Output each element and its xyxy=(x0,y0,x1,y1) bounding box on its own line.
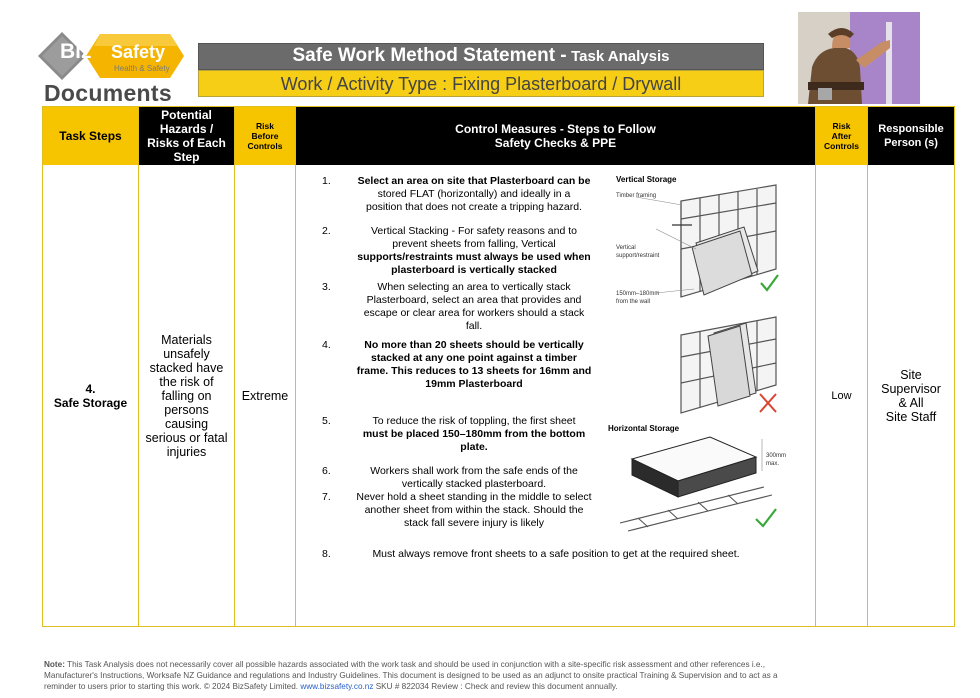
header-risk-before-line: Before xyxy=(251,131,279,141)
task-analysis-table xyxy=(42,106,955,627)
control-measure-line: Must always remove front sheets to a safe position to get at the required sheet. xyxy=(372,548,740,560)
control-measure-line: supports/restraints must always be used when xyxy=(357,251,591,263)
cell-responsible xyxy=(868,165,954,626)
responsible-line: Site Staff xyxy=(885,409,937,424)
cell-hazard xyxy=(139,165,234,626)
hazard-line: injuries xyxy=(166,444,207,459)
website-link[interactable]: www.bizsafety.co.nz xyxy=(300,682,374,691)
control-measure-number: 3. xyxy=(322,281,331,293)
disclaimer-note xyxy=(44,659,944,692)
control-measure-line: another sheet from within the stack. Should the xyxy=(364,504,584,516)
worker-fixing-drywall-image xyxy=(798,12,920,104)
control-measure-number: 2. xyxy=(322,225,331,237)
control-measure-line: position that does not create a tripping hazard. xyxy=(366,201,582,213)
cell-risk-after xyxy=(816,165,867,626)
document-title-bar xyxy=(198,43,764,70)
control-measure-number: 7. xyxy=(322,491,331,503)
control-measure-line: escape or clear area for workers should a stack xyxy=(363,307,585,319)
note-line-3a: reminder to users prior to starting this work. © 2024 BizSafety Limited. xyxy=(44,682,299,691)
tick-icon xyxy=(761,275,778,290)
control-measure-text xyxy=(346,175,602,214)
control-measure-text xyxy=(346,491,602,530)
control-measure-text xyxy=(346,339,602,391)
responsible-line: Supervisor xyxy=(881,381,941,396)
column-risk-after xyxy=(816,107,868,626)
header-responsible xyxy=(868,107,954,165)
vertical-support-label-1: Vertical xyxy=(616,245,636,251)
note-line-1: This Task Analysis does not necessarily cover all possible hazards associated with the work task and should be used in conjunction with a site-specific risk assessment and other references i.e., xyxy=(67,660,766,669)
control-measure-number: 1. xyxy=(322,175,331,187)
control-measure-line: fall. xyxy=(465,320,483,332)
gap-label-1: 150mm–180mm xyxy=(616,291,660,297)
storage-diagram xyxy=(596,171,786,541)
risk-after-value: Low xyxy=(831,389,852,402)
vertical-support-label-2: support/restraint xyxy=(616,253,660,259)
control-measure-line: stored FLAT (horizontally) and ideally in a xyxy=(377,188,571,200)
hazard-line: Materials xyxy=(161,332,212,347)
control-measure-number: 4. xyxy=(322,339,331,351)
bizsafety-logo xyxy=(38,32,186,106)
control-measure-line: No more than 20 sheets should be vertically xyxy=(364,339,584,351)
gap-label-2: from the wall xyxy=(616,299,651,305)
note-line-2: Manufacturer's Instructions, Worksafe NZ Guidance and regulations and Industry Guidelines. This document is designed to be used as an adjunct to onsite practical Training & Supervision and to act as a xyxy=(44,671,778,680)
height-label-2: max. xyxy=(766,461,780,467)
header-control-line: Control Measures - Steps to Follow xyxy=(455,122,656,136)
control-measure-line: Select an area on site that Plasterboard can be xyxy=(357,175,591,187)
control-measure-line: plasterboard is vertically stacked xyxy=(391,264,557,276)
control-measure-text xyxy=(346,225,602,277)
header-risk-before xyxy=(235,107,295,165)
header-control-measures xyxy=(296,107,815,165)
control-measure-number: 6. xyxy=(322,465,331,477)
header-task-steps-label: Task Steps xyxy=(59,129,122,143)
document-title: Safe Work Method Statement - xyxy=(292,45,567,66)
header-responsible-line: Person (s) xyxy=(884,137,938,149)
step-name: Safe Storage xyxy=(53,395,128,410)
control-measure-number: 5. xyxy=(322,415,331,427)
control-measure-text xyxy=(346,281,602,333)
column-control-measures xyxy=(296,107,816,626)
header-risk-after-line: After xyxy=(831,131,852,141)
control-measure-line: frame. This reduces to 13 sheets for 16mm and xyxy=(356,365,592,377)
control-measure-text xyxy=(346,548,766,561)
control-measure-line: prevent sheets from falling, Vertical xyxy=(392,238,556,250)
timber-bearers xyxy=(620,487,772,531)
control-measure-line: must be placed 150–180mm from the bottom xyxy=(362,428,586,440)
hazard-line: stacked have xyxy=(149,360,224,375)
header-hazards-line: Step xyxy=(173,150,200,164)
column-risk-before xyxy=(235,107,296,626)
vertical-storage-title: Vertical Storage xyxy=(616,175,677,184)
control-measure-line: stack fall severe injury is likely xyxy=(403,517,545,529)
control-measure-line: 19mm Plasterboard xyxy=(425,378,523,390)
logo-word-safety: Safety xyxy=(111,42,166,62)
control-measure-line: When selecting an area to vertically stack xyxy=(377,281,571,293)
storage-illustration xyxy=(596,171,786,541)
control-measure-line: vertically stacked plasterboard. xyxy=(401,478,547,490)
activity-type-bar: Work / Activity Type : Fixing Plasterboard / Drywall xyxy=(198,70,764,97)
header-risk-after xyxy=(816,107,867,165)
hazard-line: serious or fatal xyxy=(145,430,228,445)
responsible-line: Site xyxy=(900,367,922,382)
control-measure-line: Vertical Stacking - For safety reasons and to xyxy=(370,225,578,237)
hazard-line: falling on xyxy=(161,388,212,403)
cell-task-step xyxy=(43,165,138,626)
control-measure-line: To reduce the risk of toppling, the first sheet xyxy=(372,415,576,427)
risk-before-value: Extreme xyxy=(241,388,289,403)
control-measure-line: Never hold a sheet standing in the middle to select xyxy=(356,491,592,503)
logo-word-documents: Documents xyxy=(44,80,172,106)
hazard-line: causing xyxy=(164,416,209,431)
header-task-steps xyxy=(43,107,138,165)
control-measure-text xyxy=(346,465,602,491)
header-risk-after-line: Controls xyxy=(824,141,859,151)
control-measure-line: plate. xyxy=(460,441,488,453)
height-label-1: 300mm xyxy=(766,453,787,459)
cell-control-measures xyxy=(296,165,815,626)
horizontal-storage-title: Horizontal Storage xyxy=(608,424,680,433)
header-risk-before-line: Risk xyxy=(256,121,274,131)
column-responsible xyxy=(868,107,954,626)
cell-risk-before xyxy=(235,165,295,626)
hazard-line: persons xyxy=(164,402,209,417)
control-measure-line: Workers shall work from the safe ends of the xyxy=(370,465,578,477)
responsible-line: & All xyxy=(898,395,924,410)
note-label: Note: xyxy=(44,660,65,669)
document-title-sub: Task Analysis xyxy=(571,48,670,65)
header-control-line: Safety Checks & PPE xyxy=(494,136,617,150)
step-number: 4. xyxy=(85,381,96,396)
header-risk-before-line: Controls xyxy=(247,141,283,151)
header-responsible-line: Responsible xyxy=(878,123,944,135)
header-hazards-line: Risks of Each xyxy=(147,136,226,150)
timber-framing-label: Timber framing xyxy=(616,193,657,199)
control-measure-text xyxy=(346,415,602,454)
logo-tagline: Health & Safety xyxy=(114,64,170,73)
control-measure-line: stacked at any one point against a timber xyxy=(371,352,577,364)
hazard-line: the risk of xyxy=(159,374,214,389)
note-line-3b: SKU # 822034 Review : Check and review this document annually. xyxy=(375,682,618,691)
tick-icon xyxy=(756,509,776,526)
header-hazards-line: Hazards / xyxy=(159,122,214,136)
control-measure-number: 8. xyxy=(322,548,331,560)
column-hazards xyxy=(139,107,235,626)
hazard-line: unsafely xyxy=(163,346,210,361)
control-measure-line: Plasterboard, select an area that provides and xyxy=(366,294,582,306)
worker-photo xyxy=(798,12,920,104)
cross-icon xyxy=(760,394,776,412)
horizontal-stack xyxy=(632,437,756,497)
logo-word-biz: Biz xyxy=(60,40,92,63)
header-hazards xyxy=(139,107,234,165)
header-risk-after-line: Risk xyxy=(832,121,851,131)
header-hazards-line: Potential xyxy=(161,108,212,122)
column-task-steps xyxy=(43,107,139,626)
